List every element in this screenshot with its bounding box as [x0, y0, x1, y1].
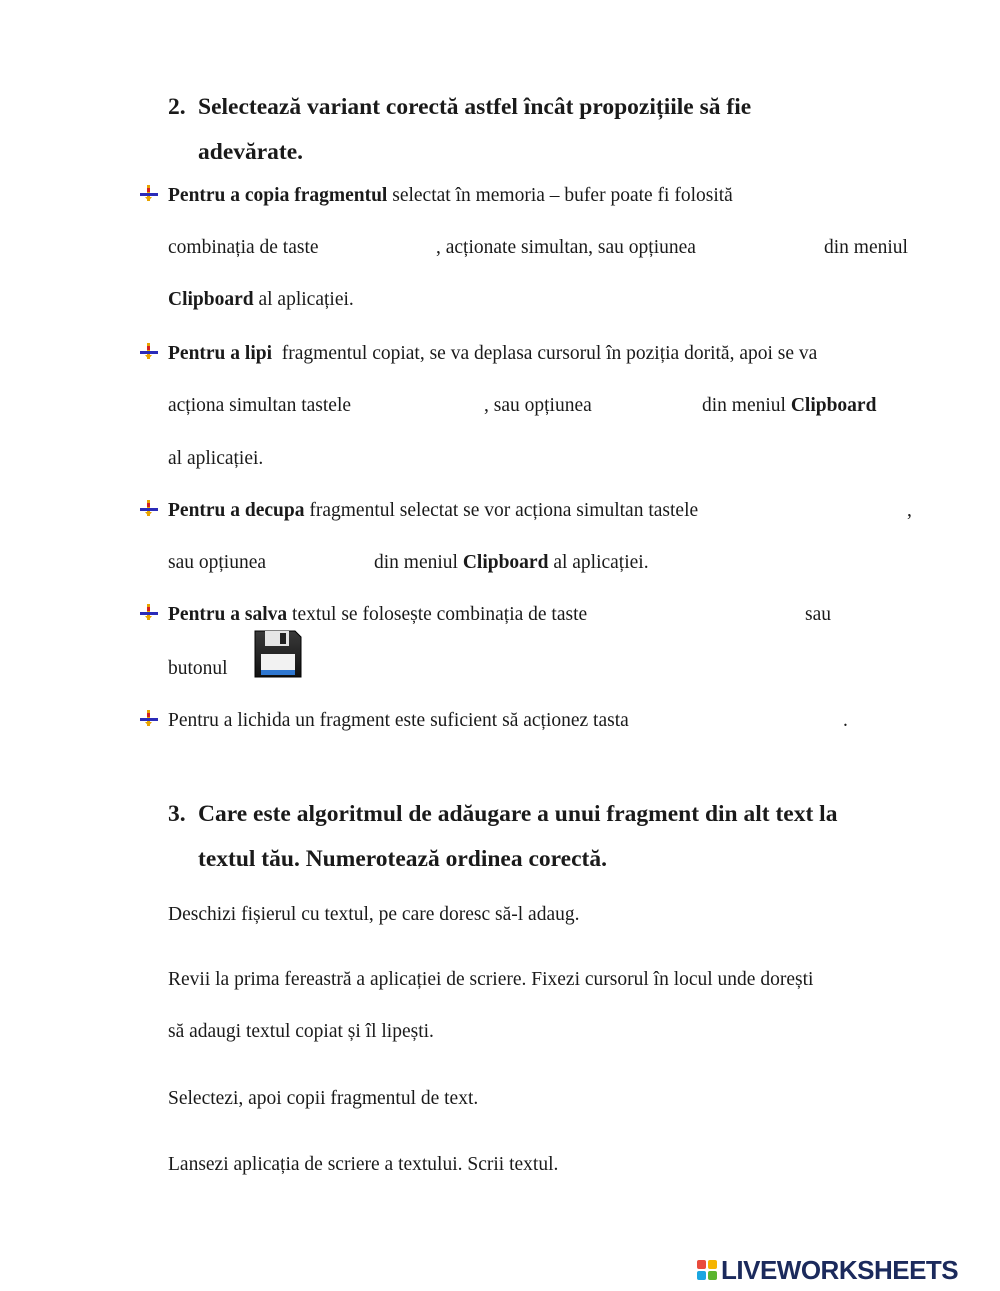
item-save-line1: Pentru a salva textul se folosește combinația de taste: [168, 604, 588, 625]
item-delete-line1: Pentru a lichida un fragment este suficient să acționez tasta: [168, 710, 629, 731]
step-item: Lansezi aplicația de scriere a textului. Scrii textul.: [168, 1154, 559, 1175]
arrow-cross-bullet-icon: [138, 184, 160, 206]
arrow-cross-bullet-icon: [138, 603, 160, 625]
item-save-line2: butonul: [168, 658, 228, 679]
item-copy-line1: Pentru a copia fragmentul selectat în memoria – bufer poate fi folosită: [168, 185, 733, 206]
item-save-sau: sau: [805, 604, 831, 625]
item-delete-dot: .: [843, 710, 848, 731]
item-paste-line2c: din meniul Clipboard: [702, 395, 877, 416]
item-paste-line2b: , sau opțiunea: [484, 395, 592, 416]
step-item: Deschizi fișierul cu textul, pe care doresc să-l adaug.: [168, 904, 580, 925]
floppy-disk-save-icon: [252, 628, 304, 680]
item-copy-line3: Clipboard al aplicației.: [168, 289, 354, 310]
step-item-cont: să adaugi textul copiat și îl lipești.: [168, 1021, 434, 1042]
item-cut-line2a: sau opțiunea: [168, 552, 267, 573]
item-cut-line2b: din meniul Clipboard al aplicației.: [374, 552, 649, 573]
question-title-line: adevărate.: [198, 139, 304, 165]
brand-name: LIVEWORKSHEETS: [721, 1255, 959, 1285]
logo-mark-icon: [697, 1260, 717, 1280]
question-title-line: textul tău. Numerotează ordinea corectă.: [198, 846, 607, 872]
item-copy-line2c: din meniul: [824, 237, 908, 258]
arrow-cross-bullet-icon: [138, 709, 160, 731]
question-number: 3.: [168, 801, 186, 827]
step-item: Revii la prima fereastră a aplicației de scriere. Fixezi cursorul în locul unde dorești: [168, 969, 814, 990]
item-copy-line2a: combinația de taste: [168, 237, 319, 258]
question-2-title: [168, 85, 928, 175]
liveworksheets-logo: [697, 1253, 958, 1287]
item-cut-comma: ,: [907, 500, 912, 521]
arrow-cross-bullet-icon: [138, 342, 160, 364]
item-paste-line2a: acționa simultan tastele: [168, 395, 352, 416]
question-title-line: Care este algoritmul de adăugare a unui fragment din alt text la: [198, 801, 838, 827]
item-copy-line2b: , acționate simultan, sau opțiunea: [436, 237, 696, 258]
step-item: Selectezi, apoi copii fragmentul de text.: [168, 1088, 479, 1109]
question-3-title: [168, 792, 928, 882]
item-paste-line3: al aplicației.: [168, 448, 264, 469]
question-title-line: Selectează variant corectă astfel încât propozițiile să fie: [198, 94, 752, 120]
item-cut-line1: Pentru a decupa fragmentul selectat se vor acționa simultan tastele: [168, 500, 699, 521]
arrow-cross-bullet-icon: [138, 499, 160, 521]
item-paste-line1: Pentru a lipi fragmentul copiat, se va deplasa cursorul în poziția dorită, apoi se va: [168, 343, 818, 364]
question-number: 2.: [168, 94, 186, 120]
